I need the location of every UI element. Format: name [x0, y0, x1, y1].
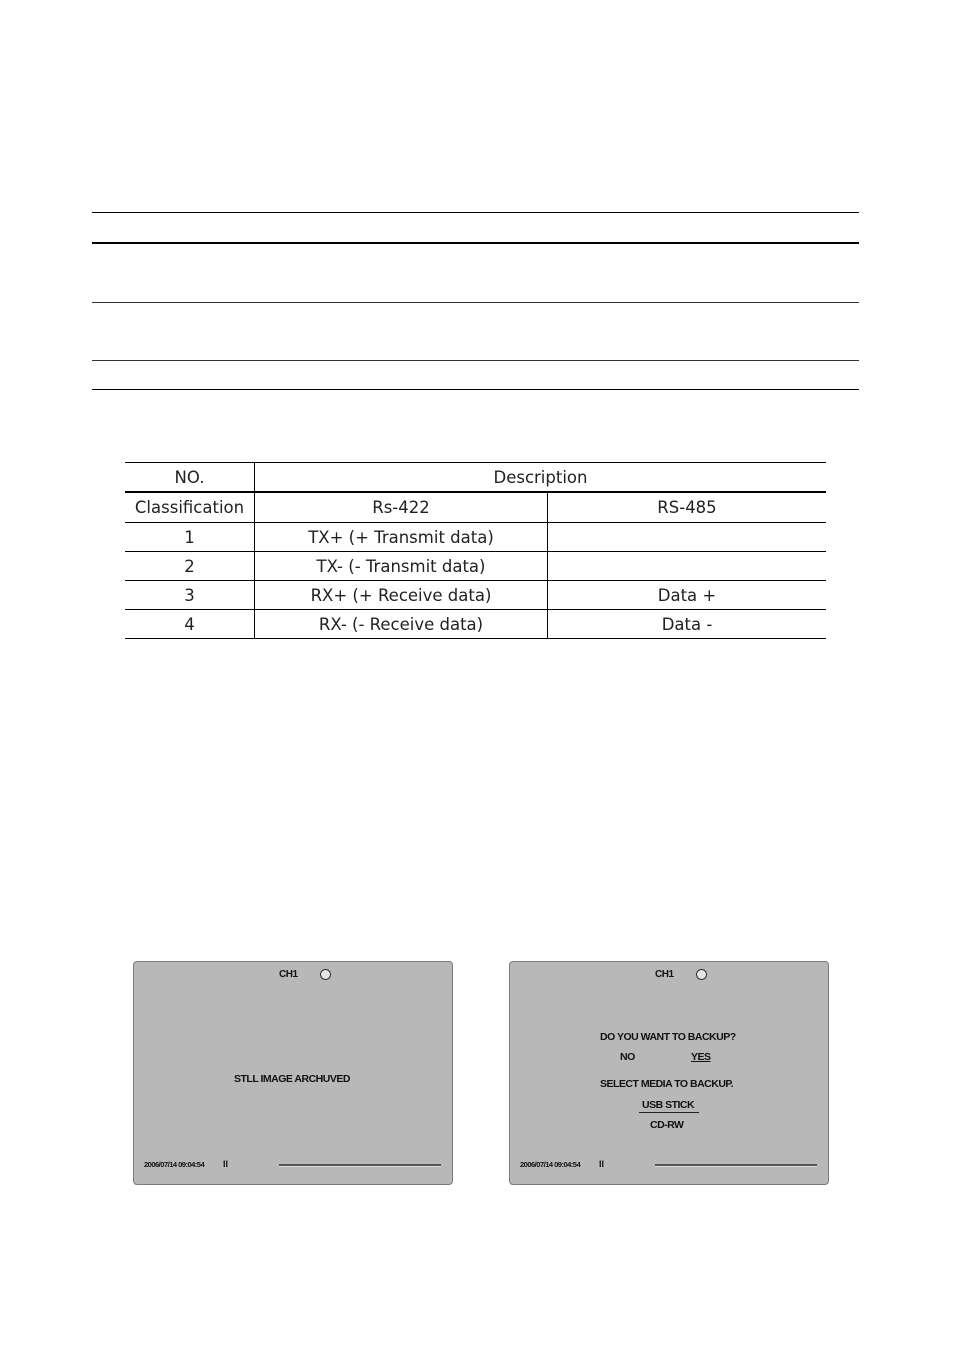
pin-number: 4 [125, 610, 255, 639]
subheader-rs422: Rs-422 [255, 492, 548, 523]
usb-stick-option[interactable]: USB STICK [642, 1099, 695, 1111]
rs422-signal: RX- (- Receive data) [255, 610, 548, 639]
rs485-signal [548, 523, 827, 552]
subheader-rs485: RS-485 [548, 492, 827, 523]
channel-label: CH1 [655, 969, 674, 980]
backup-screen [509, 961, 829, 1185]
header-no: NO. [125, 463, 255, 493]
archive-screen [133, 961, 453, 1185]
divider-rule [92, 360, 859, 361]
heavy-rule [92, 242, 859, 244]
record-indicator-icon [696, 969, 707, 980]
playback-progress-bar [279, 1164, 441, 1167]
divider-rule [92, 302, 859, 303]
media-prompt: SELECT MEDIA TO BACKUP. [600, 1078, 733, 1090]
table-row [125, 552, 826, 581]
table-row [125, 581, 826, 610]
option-separator [639, 1112, 699, 1113]
archive-message: STLL IMAGE ARCHUVED [234, 1073, 350, 1085]
rs422-signal: TX+ (+ Transmit data) [255, 523, 548, 552]
rs485-signal [548, 552, 827, 581]
header-description: Description [255, 463, 827, 493]
record-indicator-icon [320, 969, 331, 980]
rs485-signal: Data + [548, 581, 827, 610]
pin-number: 1 [125, 523, 255, 552]
pin-assignment-table [125, 462, 826, 639]
timestamp: 2006/07/14 09:04:54 [520, 1160, 581, 1169]
yes-option[interactable]: YES [691, 1051, 711, 1063]
table-header-row [125, 463, 826, 493]
pause-icon: II [223, 1159, 229, 1169]
table-row [125, 610, 826, 639]
subheader-classification: Classification [125, 492, 255, 523]
backup-question: DO YOU WANT TO BACKUP? [600, 1031, 736, 1043]
table-row [125, 523, 826, 552]
pin-number: 2 [125, 552, 255, 581]
table-subheader-row [125, 492, 826, 523]
pin-number: 3 [125, 581, 255, 610]
rs422-signal: TX- (- Transmit data) [255, 552, 548, 581]
top-rule [92, 212, 859, 213]
bottom-rule [92, 389, 859, 390]
channel-label: CH1 [279, 969, 298, 980]
timestamp: 2006/07/14 09:04:54 [144, 1160, 205, 1169]
playback-progress-bar [655, 1164, 817, 1167]
rs485-signal: Data - [548, 610, 827, 639]
no-option[interactable]: NO [620, 1051, 635, 1063]
cd-rw-option[interactable]: CD-RW [650, 1119, 684, 1131]
rs422-signal: RX+ (+ Receive data) [255, 581, 548, 610]
pause-icon: II [599, 1159, 605, 1169]
